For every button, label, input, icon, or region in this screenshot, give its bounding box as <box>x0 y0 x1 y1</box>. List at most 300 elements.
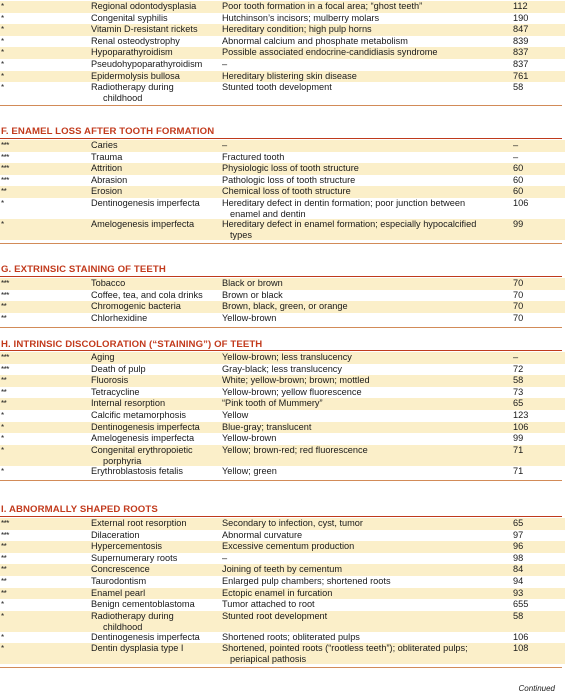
condition-name <box>91 82 216 104</box>
condition-line: Renal osteodystrophy <box>91 35 180 46</box>
condition-line: Hypoparathyroidism <box>91 47 173 58</box>
description-line: Hereditary condition; high pulp horns <box>222 24 372 35</box>
severity-marker: * <box>1 2 4 11</box>
severity-marker: ** <box>1 187 7 197</box>
section-rule <box>0 276 562 277</box>
table-row <box>0 530 565 542</box>
page-number: 65 <box>513 518 524 528</box>
description-line: Excessive cementum production <box>222 541 355 552</box>
condition-name <box>91 163 216 174</box>
severity-marker: * <box>1 13 4 23</box>
condition-line-continued: childhood <box>103 93 143 104</box>
severity-marker: * <box>1 434 4 444</box>
condition-name <box>91 198 216 209</box>
page-number: 837 <box>513 59 529 69</box>
description-line: Ectopic enamel in furcation <box>222 587 333 598</box>
page-number: 84 <box>513 564 524 575</box>
table-row <box>0 466 565 478</box>
page-number: 108 <box>513 643 529 654</box>
description <box>222 422 497 433</box>
table-row <box>0 398 565 410</box>
table-row <box>0 13 565 25</box>
severity-marker: *** <box>1 175 9 185</box>
section-rule <box>0 516 562 517</box>
table-row <box>0 576 565 588</box>
description-line: Abnormal curvature <box>222 529 303 540</box>
description <box>222 219 497 241</box>
description-line: – <box>222 59 228 69</box>
severity-marker: *** <box>1 290 9 300</box>
page-number: 98 <box>513 552 524 563</box>
table-row <box>0 82 565 103</box>
description-line: Abnormal calcium and phosphate metabolism <box>222 35 408 46</box>
condition-line: Tobacco <box>91 278 126 288</box>
description <box>222 13 497 24</box>
table-row <box>0 518 565 530</box>
page-number: 72 <box>513 363 524 374</box>
table-row <box>0 410 565 422</box>
severity-marker: *** <box>1 364 9 374</box>
condition-line: Attrition <box>91 163 123 174</box>
severity-marker: * <box>1 422 4 432</box>
description <box>222 175 497 186</box>
description <box>222 433 497 444</box>
table-row <box>0 541 565 553</box>
severity-marker: * <box>1 445 4 455</box>
condition-name <box>91 301 216 312</box>
condition-name <box>91 553 216 564</box>
page-number: 60 <box>513 163 524 174</box>
table-row <box>0 290 565 302</box>
condition-name <box>91 36 216 47</box>
page-number: 71 <box>513 465 524 476</box>
severity-marker: ** <box>1 387 7 397</box>
condition-line: Pseudohypoparathyroidism <box>91 59 203 69</box>
condition-line: Dentin dysplasia type I <box>91 643 184 654</box>
condition-name <box>91 541 216 552</box>
description <box>222 1 497 12</box>
table-row <box>0 186 565 198</box>
severity-marker: *** <box>1 530 9 540</box>
description-line: Tumor attached to root <box>222 599 315 610</box>
severity-marker: ** <box>1 376 7 386</box>
description-line: Shortened roots; obliterated pulps <box>222 631 360 642</box>
description-line: Yellow <box>222 410 249 420</box>
description-line: Blue-gray; translucent <box>222 421 312 432</box>
description <box>222 186 497 197</box>
description-line: Enlarged pulp chambers; shortened roots <box>222 576 391 586</box>
description-line: Pathologic loss of tooth structure <box>222 174 356 185</box>
table-row <box>0 163 565 175</box>
description <box>222 541 497 552</box>
condition-name <box>91 364 216 375</box>
severity-marker: *** <box>1 152 9 162</box>
condition-line: Benign cementoblastoma <box>91 599 195 610</box>
severity-marker: * <box>1 83 4 93</box>
description <box>222 466 497 477</box>
condition-name <box>91 24 216 35</box>
page-number: 106 <box>513 631 529 642</box>
condition-line: Calcific metamorphosis <box>91 410 186 420</box>
description-line: Stunted root development <box>222 610 328 621</box>
condition-name <box>91 632 216 643</box>
severity-marker: * <box>1 644 4 654</box>
condition-line: Congenital syphilis <box>91 12 168 23</box>
section-title: H. INTRINSIC DISCOLORATION (“STAINING”) OF TEETH <box>1 339 263 350</box>
table-row <box>0 445 565 466</box>
description <box>222 611 497 622</box>
condition-line: Amelogenesis imperfecta <box>91 219 195 229</box>
section-title: F. ENAMEL LOSS AFTER TOOTH FORMATION <box>1 126 215 137</box>
severity-marker: ** <box>1 313 7 323</box>
page-number: 839 <box>513 35 529 46</box>
description <box>222 518 497 529</box>
page-number: 847 <box>513 24 529 35</box>
description-line: Poor tooth formation in a focal area; “ghost teeth” <box>222 1 423 11</box>
condition-name <box>91 576 216 587</box>
description <box>222 632 497 643</box>
table-row <box>0 433 565 445</box>
description <box>222 24 497 35</box>
table-row <box>0 152 565 164</box>
severity-marker: * <box>1 60 4 69</box>
page-number: 190 <box>513 12 529 23</box>
description-line: Yellow-brown; less translucency <box>222 352 352 362</box>
table-row <box>0 219 565 240</box>
condition-line: Amelogenesis imperfecta <box>91 433 195 444</box>
page-number: 761 <box>513 70 529 81</box>
page-number: 58 <box>513 375 524 386</box>
table-row <box>0 198 565 219</box>
severity-marker: ** <box>1 302 7 312</box>
description <box>222 59 497 70</box>
condition-line: Chromogenic bacteria <box>91 301 181 312</box>
condition-line: Tetracycline <box>91 386 140 397</box>
page-number: 71 <box>513 444 524 455</box>
page-number: 70 <box>513 301 524 312</box>
page-number: 60 <box>513 174 524 185</box>
page-number: 112 <box>513 1 528 11</box>
table-row <box>0 24 565 36</box>
description <box>222 71 497 82</box>
description <box>222 588 497 599</box>
description-line: Chemical loss of tooth structure <box>222 186 351 197</box>
description <box>222 576 497 587</box>
severity-marker: * <box>1 36 4 46</box>
section-end-rule <box>0 667 562 668</box>
condition-line: Vitamin D-resistant rickets <box>91 24 198 35</box>
page-number: 99 <box>513 433 524 444</box>
table-row <box>0 1 565 13</box>
description-line: White; yellow-brown; brown; mottled <box>222 375 370 386</box>
condition-name <box>91 599 216 610</box>
condition-line: Enamel pearl <box>91 587 146 598</box>
severity-marker: * <box>1 48 4 58</box>
condition-name <box>91 588 216 599</box>
description <box>222 278 497 289</box>
table-row <box>0 632 565 644</box>
description-line: Hereditary defect in dentin formation; poor junction between <box>222 198 466 208</box>
condition-name <box>91 643 216 654</box>
description-line: Hereditary blistering skin disease <box>222 70 357 81</box>
page-number: 99 <box>513 219 524 229</box>
description <box>222 410 497 421</box>
description-line: Black or brown <box>222 278 283 288</box>
section-end-rule <box>0 243 562 244</box>
severity-marker: *** <box>1 353 9 362</box>
condition-line: Hypercementosis <box>91 541 162 552</box>
condition-line: Congenital erythropoietic <box>91 444 193 455</box>
condition-line: Trauma <box>91 151 123 162</box>
severity-marker: * <box>1 25 4 35</box>
table-row <box>0 643 565 664</box>
severity-marker: * <box>1 600 4 610</box>
description-line: Yellow-brown; yellow fluorescence <box>222 386 362 397</box>
table-row <box>0 352 565 364</box>
condition-name <box>91 387 216 398</box>
description-line: Secondary to infection, cyst, tumor <box>222 518 363 528</box>
page-number: 106 <box>513 198 529 208</box>
description-line-continued: periapical pathosis <box>230 654 307 665</box>
severity-marker: * <box>1 220 4 229</box>
description-line: Yellow-brown <box>222 312 277 323</box>
continued-label: Continued <box>518 684 555 693</box>
description <box>222 140 497 151</box>
description <box>222 530 497 541</box>
description <box>222 375 497 386</box>
condition-line-continued: childhood <box>103 621 143 632</box>
condition-name <box>91 175 216 186</box>
description-line: Stunted tooth development <box>222 82 332 93</box>
page-number: 58 <box>513 610 524 621</box>
condition-name <box>91 140 216 151</box>
condition-name <box>91 313 216 324</box>
page-number: 837 <box>513 47 529 58</box>
severity-marker: ** <box>1 553 7 563</box>
page-number: 70 <box>513 289 524 300</box>
condition-name <box>91 445 216 467</box>
section-title: G. EXTRINSIC STAINING OF TEETH <box>1 264 166 275</box>
description <box>222 163 497 174</box>
description-line: Hereditary defect in enamel formation; especially hypocalcified <box>222 219 477 229</box>
table-row <box>0 611 565 632</box>
severity-marker: ** <box>1 399 7 409</box>
page-number: 123 <box>513 410 529 420</box>
description <box>222 599 497 610</box>
condition-line: Erythroblastosis fetalis <box>91 465 183 476</box>
condition-name <box>91 59 216 70</box>
condition-line: Abrasion <box>91 174 128 185</box>
description <box>222 445 497 456</box>
condition-name <box>91 518 216 529</box>
severity-marker: *** <box>1 141 9 150</box>
table-row <box>0 59 565 71</box>
table-row <box>0 47 565 59</box>
condition-line: Concrescence <box>91 564 150 575</box>
condition-line: Radiotherapy during <box>91 82 174 93</box>
table-row <box>0 175 565 187</box>
description <box>222 398 497 409</box>
page-number: 97 <box>513 529 524 540</box>
condition-name <box>91 13 216 24</box>
description <box>222 352 497 363</box>
condition-name <box>91 152 216 163</box>
condition-line: Internal resorption <box>91 398 166 409</box>
page-number: 96 <box>513 541 524 552</box>
description-line: Brown or black <box>222 289 283 300</box>
condition-name <box>91 290 216 301</box>
description-line: “Pink tooth of Mummery” <box>222 398 323 409</box>
description-line: – <box>222 140 228 150</box>
condition-line: Aging <box>91 352 115 362</box>
description <box>222 387 497 398</box>
description-line: Fractured tooth <box>222 151 285 162</box>
severity-marker: ** <box>1 565 7 575</box>
description <box>222 290 497 301</box>
condition-name <box>91 1 216 12</box>
section-title: I. ABNORMALLY SHAPED ROOTS <box>1 504 158 515</box>
description-line: Yellow; brown-red; red fluorescence <box>222 444 368 455</box>
condition-line: Epidermolysis bullosa <box>91 70 180 81</box>
severity-marker: * <box>1 632 4 642</box>
table-row <box>0 422 565 434</box>
description-line: Gray-black; less translucency <box>222 363 342 374</box>
condition-name <box>91 466 216 477</box>
description <box>222 643 497 665</box>
condition-line: Coffee, tea, and cola drinks <box>91 289 203 300</box>
condition-name <box>91 375 216 386</box>
description-line: Physiologic loss of tooth structure <box>222 163 359 174</box>
section-rule <box>0 350 562 351</box>
table-row <box>0 301 565 313</box>
severity-marker: *** <box>1 279 9 288</box>
severity-marker: * <box>1 199 4 208</box>
description <box>222 313 497 324</box>
condition-name <box>91 422 216 433</box>
page-number: 58 <box>513 82 524 93</box>
table-row <box>0 564 565 576</box>
condition-name <box>91 611 216 633</box>
condition-line: Dilaceration <box>91 529 140 540</box>
description-line: Brown, black, green, or orange <box>222 301 348 312</box>
description-line-continued: types <box>230 230 252 240</box>
description <box>222 564 497 575</box>
description-line: Yellow-brown <box>222 433 277 444</box>
condition-line: Chlorhexidine <box>91 312 148 323</box>
condition-name <box>91 71 216 82</box>
description-line: Hutchinson’s incisors; mulberry molars <box>222 12 380 23</box>
condition-line: Radiotherapy during <box>91 610 174 621</box>
condition-name <box>91 564 216 575</box>
page-number: 70 <box>513 312 524 323</box>
condition-line: Death of pulp <box>91 363 146 374</box>
page-number: 65 <box>513 398 524 409</box>
condition-line: Dentinogenesis imperfecta <box>91 198 200 208</box>
description-line: Joining of teeth by cementum <box>222 564 343 575</box>
description-line: Yellow; green <box>222 465 277 476</box>
condition-name <box>91 352 216 363</box>
table-row <box>0 553 565 565</box>
condition-line: Regional odontodysplasia <box>91 1 197 11</box>
page-number: – <box>513 352 519 362</box>
description <box>222 301 497 312</box>
table-row <box>0 278 565 290</box>
description <box>222 553 497 564</box>
condition-line: Dentinogenesis imperfecta <box>91 631 200 642</box>
section-end-rule <box>0 327 562 328</box>
severity-marker: *** <box>1 164 9 174</box>
description <box>222 82 497 93</box>
table-row <box>0 36 565 48</box>
table-row <box>0 313 565 325</box>
description-line: Possible associated endocrine-candidiasis syndrome <box>222 47 438 58</box>
page-number: 70 <box>513 278 524 288</box>
section-end-rule <box>0 480 562 481</box>
description <box>222 198 497 220</box>
condition-line: Erosion <box>91 186 123 197</box>
section-rule <box>0 138 562 139</box>
page-number: 655 <box>513 599 529 610</box>
severity-marker: * <box>1 411 4 420</box>
condition-line: External root resorption <box>91 518 187 528</box>
severity-marker: * <box>1 611 4 621</box>
condition-name <box>91 410 216 421</box>
page-number: 93 <box>513 587 524 598</box>
table-row <box>0 375 565 387</box>
page-number: 60 <box>513 186 524 197</box>
page-number: – <box>513 151 519 162</box>
condition-name <box>91 433 216 444</box>
page-number: 106 <box>513 421 529 432</box>
severity-marker: ** <box>1 588 7 598</box>
condition-line: Fluorosis <box>91 375 129 386</box>
table-row <box>0 140 565 152</box>
condition-name <box>91 398 216 409</box>
condition-line: Supernumerary roots <box>91 552 178 563</box>
condition-line: Taurodontism <box>91 576 147 586</box>
description <box>222 364 497 375</box>
condition-name <box>91 278 216 289</box>
condition-line: Dentinogenesis imperfecta <box>91 421 200 432</box>
description <box>222 47 497 58</box>
section-end-rule <box>0 105 562 106</box>
severity-marker: ** <box>1 577 7 586</box>
description-line-continued: enamel and dentin <box>230 209 306 219</box>
page-number: – <box>513 140 519 150</box>
description-line: – <box>222 552 228 563</box>
condition-line: Caries <box>91 140 118 150</box>
condition-line-continued: porphyria <box>103 455 142 466</box>
table-row <box>0 71 565 83</box>
table-row <box>0 364 565 376</box>
table-row <box>0 599 565 611</box>
table-row <box>0 387 565 399</box>
severity-marker: * <box>1 466 4 476</box>
severity-marker: ** <box>1 542 7 552</box>
table-row <box>0 588 565 600</box>
severity-marker: * <box>1 71 4 81</box>
condition-name <box>91 186 216 197</box>
page-number: 73 <box>513 386 524 397</box>
description-line: Shortened, pointed roots (“rootless teeth”); obliterated pulps; <box>222 643 468 654</box>
condition-name <box>91 530 216 541</box>
condition-name <box>91 47 216 58</box>
description <box>222 152 497 163</box>
condition-name <box>91 219 216 230</box>
severity-marker: *** <box>1 519 9 528</box>
page-number: 94 <box>513 576 524 586</box>
description <box>222 36 497 47</box>
